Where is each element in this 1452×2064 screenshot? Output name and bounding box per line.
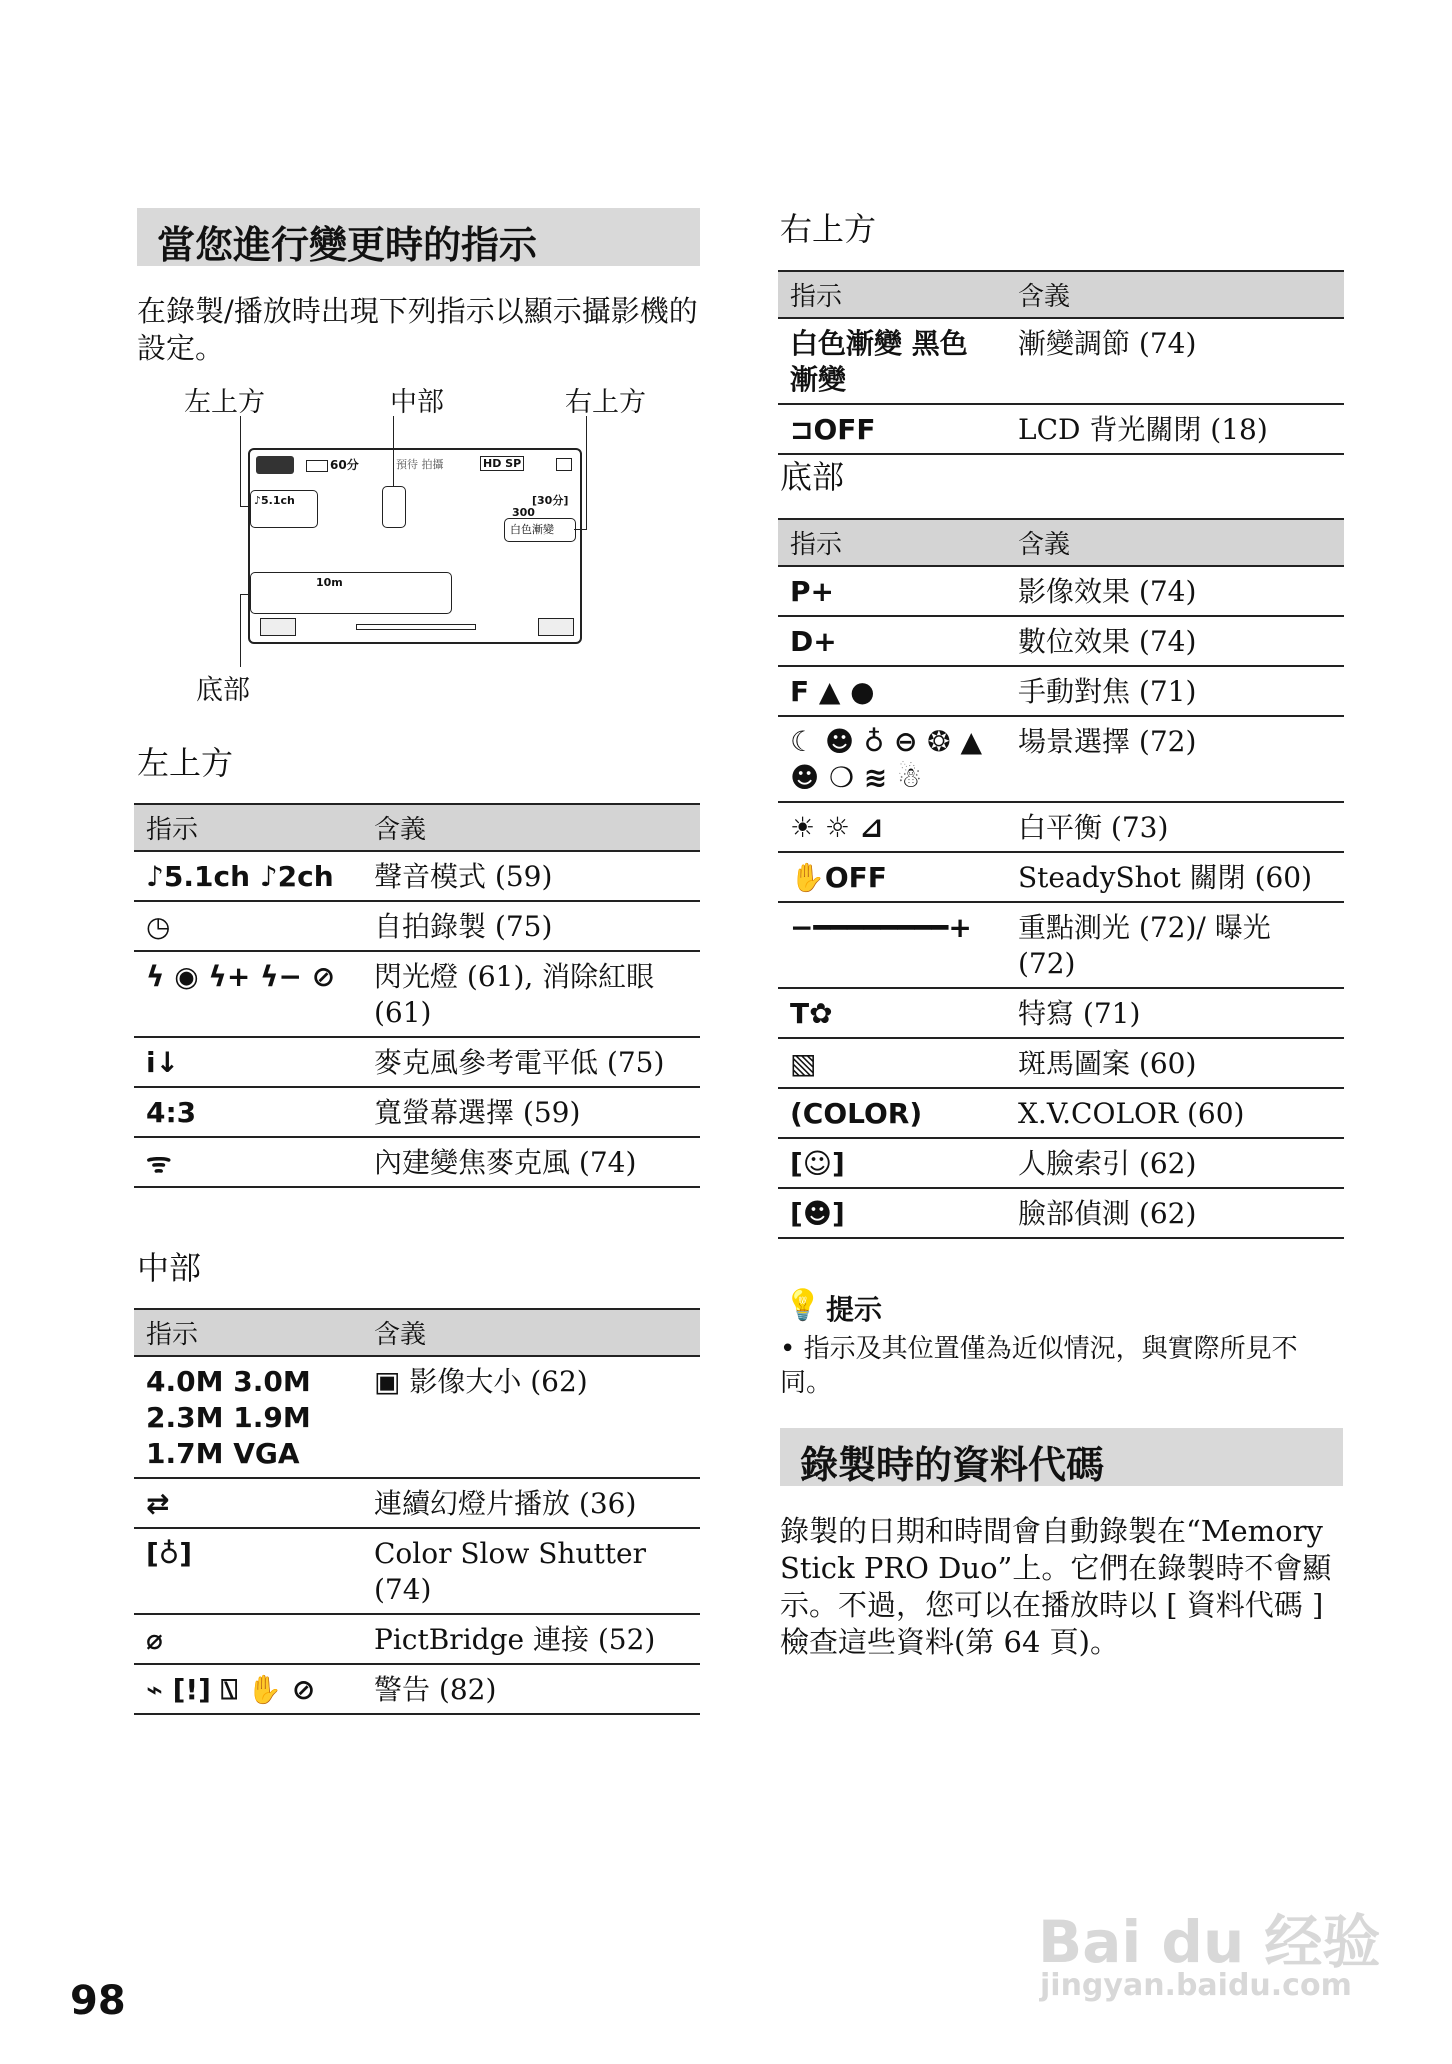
intro-text: 在錄製/播放時出現下列指示以顯示攝影機的設定。 [137, 294, 698, 365]
bottom-heading: 底部 [780, 458, 845, 496]
meaning-cell: 連續幻燈片播放 (36) [362, 1478, 700, 1528]
tip-lightbulb-icon: 💡 [784, 1288, 822, 1323]
top-left-heading: 左上方 [137, 744, 234, 782]
meaning-cell: 重點測光 (72)/ 曝光 (72) [1006, 902, 1344, 988]
meaning-cell: 麥克風參考電平低 (75) [362, 1037, 700, 1087]
table-row [778, 988, 1344, 1038]
bottom-table [778, 518, 1344, 1239]
indicator-cell: [♁] [134, 1528, 362, 1614]
indicator-cell: i↓ [134, 1037, 362, 1087]
top-right-table [778, 270, 1344, 455]
indicator-cell: 4.0M 3.0M 2.3M 1.9M 1.7M VGA [134, 1356, 362, 1478]
table-row [134, 1037, 700, 1087]
meaning-cell: X.V.COLOR (60) [1006, 1088, 1344, 1138]
diagram-label-bottom: 底部 [196, 675, 250, 706]
section-title-bar [137, 208, 700, 266]
page-number: 98 [70, 1978, 126, 2024]
table-row [778, 1088, 1344, 1138]
meaning-cell: 人臉索引 (62) [1006, 1138, 1344, 1188]
table-row [134, 901, 700, 951]
diagram-middle-leader [393, 416, 394, 486]
meaning-cell: 自拍錄製 (75) [362, 901, 700, 951]
exposure-bar [356, 624, 476, 630]
table-row [134, 1137, 700, 1187]
indicator-cell: [☺] [778, 1138, 1006, 1188]
meaning-cell: SteadyShot 關閉 (60) [1006, 852, 1344, 902]
screen-diagram [160, 380, 700, 706]
meaning-cell: ▣ 影像大小 (62) [362, 1356, 700, 1478]
meaning-cell: PictBridge 連接 (52) [362, 1614, 700, 1664]
indicator-cell: ✋OFF [778, 852, 1006, 902]
quality-badge: HD SP [480, 456, 524, 471]
col-meaning: 含義 [1006, 519, 1344, 566]
table-row [778, 1188, 1344, 1238]
table-row [778, 1038, 1344, 1088]
indicator-cell: ⇄ [134, 1478, 362, 1528]
table-row [778, 1138, 1344, 1188]
section-title: 當您進行變更時的指示 [157, 223, 538, 267]
table-row [134, 1087, 700, 1137]
indicator-cell: T✿ [778, 988, 1006, 1038]
table-row [134, 1356, 700, 1478]
indicator-cell: 白色漸變 黑色漸變 [778, 318, 1006, 404]
indicator-cell: ♪5.1ch ♪2ch [134, 851, 362, 901]
indicator-cell: ⌁ [!] ⍂ ✋ ⊘ [134, 1664, 362, 1714]
meaning-cell: 寬螢幕選擇 (59) [362, 1087, 700, 1137]
indicator-cell: ϟ ◉ ϟ+ ϟ− ⊘ [134, 951, 362, 1037]
table-row [134, 1528, 700, 1614]
table-row [778, 802, 1344, 852]
diagram-label-top-right: 右上方 [565, 387, 646, 418]
top-right-heading: 右上方 [780, 210, 877, 248]
indicator-cell: D+ [778, 616, 1006, 666]
tip-heading: 提示 [826, 1293, 883, 1326]
col-meaning: 含義 [1006, 271, 1344, 318]
meaning-cell: 手動對焦 (71) [1006, 666, 1344, 716]
diagram-top-right-leader [574, 416, 587, 530]
table-row [778, 716, 1344, 802]
indicator-cell: ◷ [134, 901, 362, 951]
middle-heading: 中部 [137, 1249, 202, 1287]
indicator-cell: ⊐OFF [778, 404, 1006, 454]
meaning-cell: 臉部偵測 (62) [1006, 1188, 1344, 1238]
home-icon [256, 456, 294, 474]
indicator-cell: (COLOR) [778, 1088, 1006, 1138]
watermark-url: jingyan.baidu.com [1040, 1968, 1352, 2003]
diagram-label-middle: 中部 [390, 387, 444, 418]
table-row [778, 318, 1344, 404]
table-row [778, 566, 1344, 616]
table-row [134, 1478, 700, 1528]
table-row [778, 852, 1344, 902]
meaning-cell: 影像效果 (74) [1006, 566, 1344, 616]
lcd-screen [248, 448, 582, 644]
indicator-cell: ☾ ☻ ♁ ⊖ ❂ ▲ ☻ ❍ ≋ ☃ [778, 716, 1006, 802]
table-row [134, 851, 700, 901]
meaning-cell: 閃光燈 (61), 消除紅眼 (61) [362, 951, 700, 1037]
middle-table [134, 1308, 700, 1715]
table-row [134, 951, 700, 1037]
table-row [134, 1614, 700, 1664]
col-indicator: 指示 [134, 1309, 362, 1356]
table-row [778, 404, 1344, 454]
indicator-cell: F ▲ ● [778, 666, 1006, 716]
indicator-cell: ⌀ [134, 1614, 362, 1664]
indicator-cell: P+ [778, 566, 1006, 616]
watermark-brand: Bai du 经验 [1038, 1908, 1381, 1976]
col-indicator: 指示 [778, 271, 1006, 318]
battery-icon [306, 460, 328, 472]
data-code-text: 錄製的日期和時間會自動錄製在“Memory Stick PRO Duo”上。它們在錄製時不會顯示。不過，您可以在播放時以 [ 資料代碼 ] 檢查這些資料(第 64 頁)。 [780, 1514, 1332, 1659]
diagram-bottom-leader [240, 594, 251, 667]
diagram-top-left-leader [240, 416, 251, 507]
table-row [778, 616, 1344, 666]
middle-callout [382, 486, 406, 528]
table-header-row [134, 804, 700, 851]
meaning-cell: 聲音模式 (59) [362, 851, 700, 901]
audio-mode-readout: ♪5.1ch [254, 494, 295, 507]
meaning-cell: 特寫 (71) [1006, 988, 1344, 1038]
meaning-cell: 數位效果 (74) [1006, 616, 1344, 666]
indicator-cell: ▧ [778, 1038, 1006, 1088]
diagram-label-top-left: 左上方 [184, 387, 265, 418]
meaning-cell: 白平衡 (73) [1006, 802, 1344, 852]
fader-readout: 白色漸變 [510, 523, 554, 536]
meaning-cell: 斑馬圖案 (60) [1006, 1038, 1344, 1088]
indicator-cell: [☻] [778, 1188, 1006, 1238]
media-icon [556, 458, 572, 471]
menu-button-icon [538, 618, 574, 636]
meaning-cell: LCD 背光關閉 (18) [1006, 404, 1344, 454]
data-code-title-bar [780, 1428, 1343, 1486]
indicator-cell: ᯤ [134, 1137, 362, 1187]
photo-count: 300 [512, 506, 535, 519]
self-timer-readout: 10m [316, 576, 343, 589]
screen-mode: 預待 拍攝 [396, 458, 444, 471]
meaning-cell: 場景選擇 (72) [1006, 716, 1344, 802]
play-button-icon [260, 618, 296, 636]
tip-text: • 指示及其位置僅為近似情況，與實際所見不同。 [780, 1334, 1298, 1398]
meaning-cell: 漸變調節 (74) [1006, 318, 1344, 404]
col-meaning: 含義 [362, 1309, 700, 1356]
indicator-cell: −━━━━━━━━+ [778, 902, 1006, 988]
remaining-time: [30分] [532, 494, 569, 507]
col-indicator: 指示 [778, 519, 1006, 566]
indicator-cell: ☀ ☼ ⊿ [778, 802, 1006, 852]
table-row [778, 666, 1344, 716]
meaning-cell: Color Slow Shutter (74) [362, 1528, 700, 1614]
meaning-cell: 內建變焦麥克風 (74) [362, 1137, 700, 1187]
col-meaning: 含義 [362, 804, 700, 851]
battery-remaining: 60分 [330, 458, 359, 472]
table-header-row [778, 271, 1344, 318]
table-row [134, 1664, 700, 1714]
data-code-title: 錄製時的資料代碼 [800, 1443, 1105, 1487]
table-header-row [134, 1309, 700, 1356]
meaning-cell: 警告 (82) [362, 1664, 700, 1714]
table-row [778, 902, 1344, 988]
bottom-callout [250, 572, 452, 614]
indicator-cell: 4:3 [134, 1087, 362, 1137]
col-indicator: 指示 [134, 804, 362, 851]
top-left-table [134, 803, 700, 1188]
table-header-row [778, 519, 1344, 566]
